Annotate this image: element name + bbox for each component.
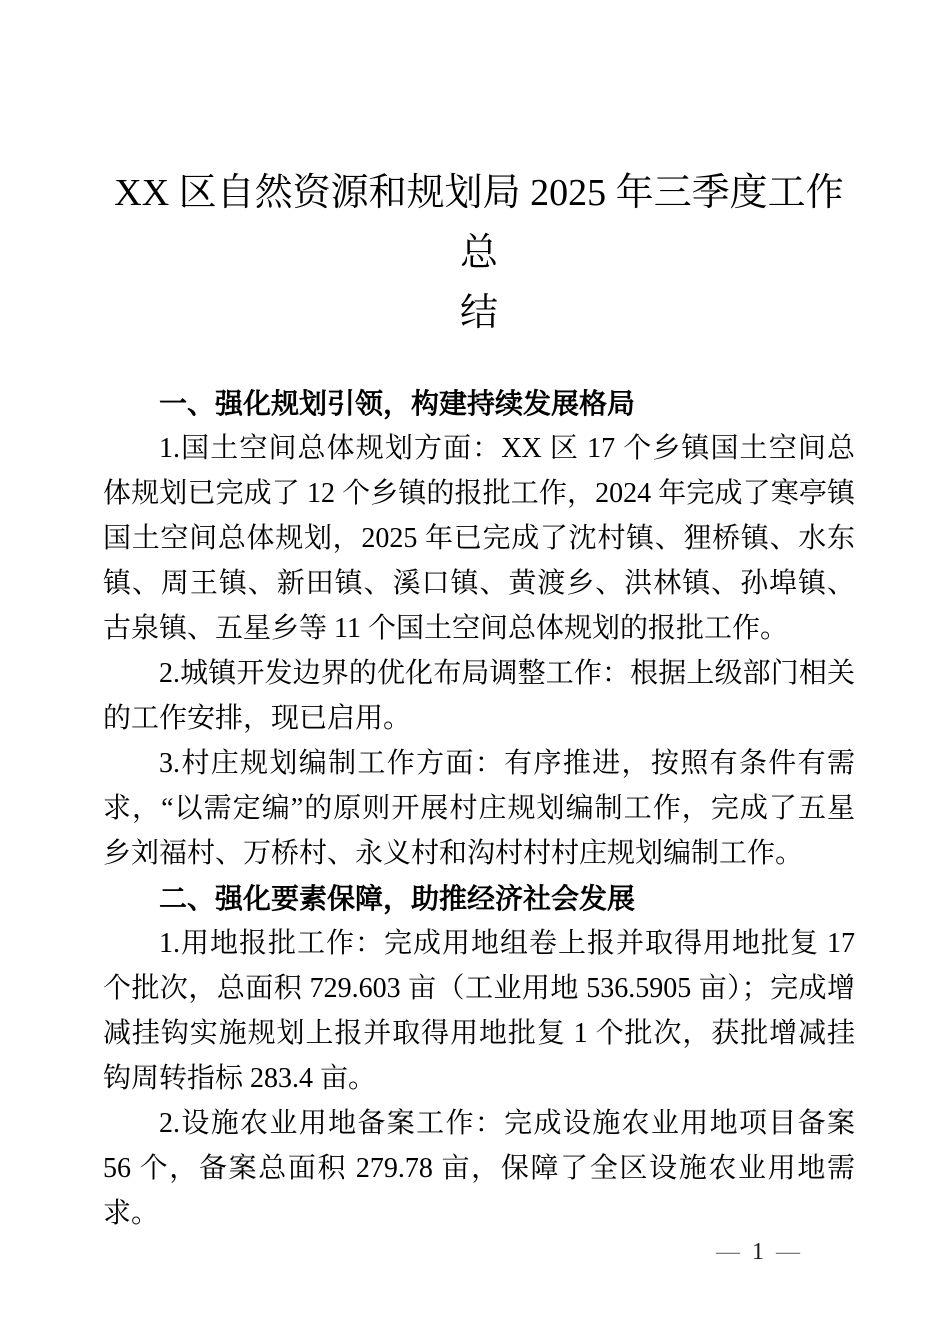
page-number-dash-right: —: [776, 1239, 800, 1265]
body-paragraph-1-3: 3.村庄规划编制工作方面：有序推进，按照有条件有需求，“以需定编”的原则开展村庄规划编制工作，完成了五星乡刘福村、万桥村、永义村和沟村村村庄规划编制工作。: [103, 748, 855, 869]
document-title-line-2: 结: [459, 292, 498, 334]
document-body: [103, 381, 855, 1236]
document-title-line-1: XX 区自然资源和规划局 2025 年三季度工作总: [114, 172, 844, 274]
page-number-dash-left: —: [716, 1239, 740, 1265]
body-paragraph-2-2: 2.设施农业用地备案工作：完成设施农业用地项目备案 56 个，备案总面积 279.78 亩，保障了全区设施农业用地需求。: [103, 1108, 855, 1229]
page-number: [716, 1238, 800, 1266]
section-heading-2: 二、强化要素保障，助推经济社会发展: [159, 883, 636, 914]
section-heading-1: 一、强化规划引领，构建持续发展格局: [159, 388, 636, 419]
body-paragraph-2-1: 1.用地报批工作：完成用地组卷上报并取得用地批复 17 个批次，总面积 729.603 亩（工业用地 536.5905 亩）；完成增减挂钩实施规划上报并取得用地批复 1 个批次，获批增减挂钩周转指标 283.4 亩。: [103, 928, 855, 1094]
document-title: [103, 163, 855, 343]
body-paragraph-1-2: 2.城镇开发边界的优化布局调整工作：根据上级部门相关的工作安排，现已启用。: [103, 658, 855, 734]
body-paragraph-1-1: 1.国土空间总体规划方面：XX 区 17 个乡镇国土空间总体规划已完成了 12 个乡镇的报批工作，2024 年完成了寒亭镇国土空间总体规划，2025 年已完成了沈村镇、狸桥镇、水东镇、周王镇、新田镇、溪口镇、黄渡乡、洪林镇、孙埠镇、古泉镇、五星乡等 11 个国土空间总体规划的报批工作。: [103, 433, 855, 644]
page-number-value: 1: [752, 1239, 764, 1265]
